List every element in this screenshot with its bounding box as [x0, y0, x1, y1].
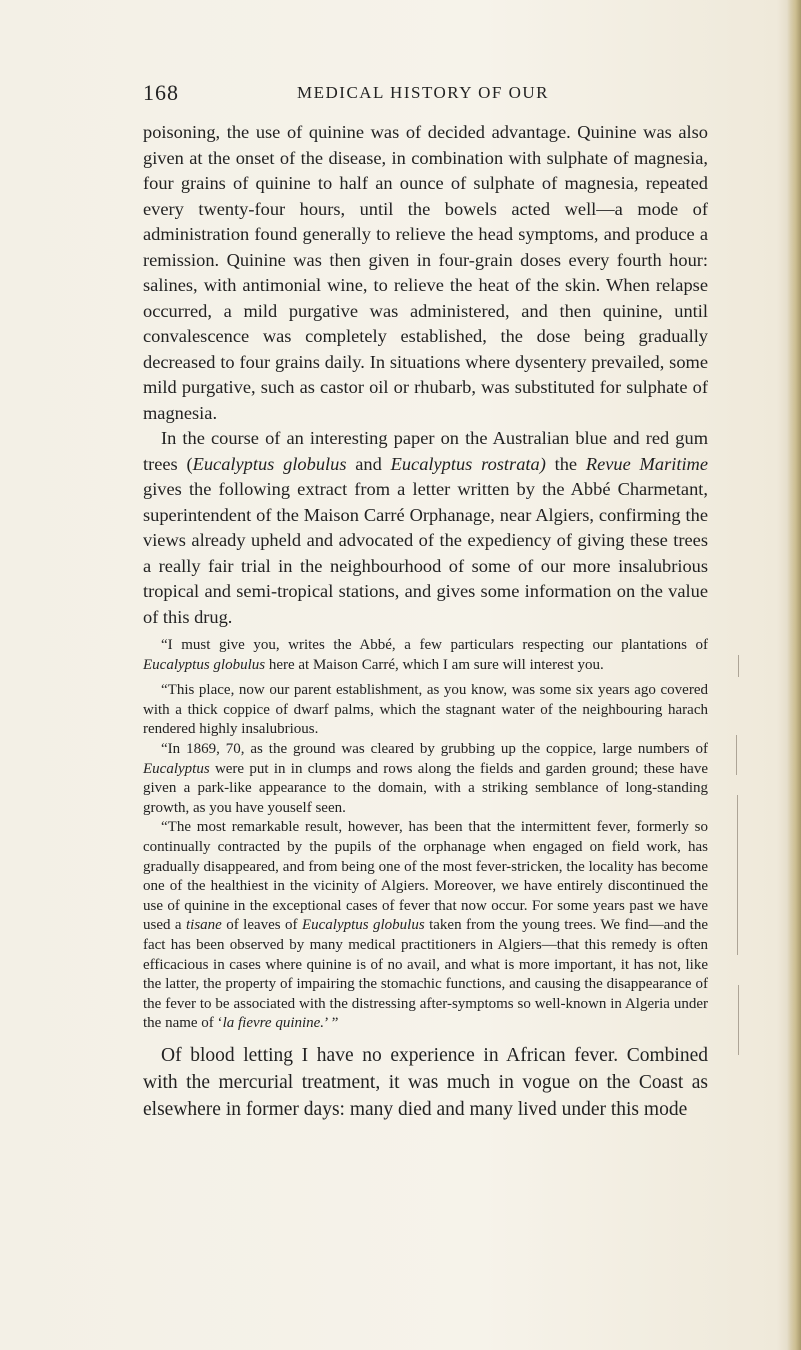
- text-run: “In 1869, 70, as the ground was cleared by grubbing up the coppice, large numbers of: [161, 740, 708, 757]
- quote-paragraph-4: [143, 818, 708, 1034]
- page-edge-shadow: [787, 0, 801, 1350]
- italic-term: Eucalyptus globulus: [143, 656, 266, 673]
- text-run: In the course of an interesting paper on the Australian blue and red gum trees (: [143, 428, 708, 474]
- paragraph-quinine-treatment: [143, 120, 708, 426]
- italic-term: Eucalyptus rostrata): [390, 453, 546, 474]
- quote-paragraph-2: [143, 681, 708, 740]
- italic-term: Eucalyptus: [143, 760, 210, 777]
- italic-term: Eucalyptus globulus: [301, 917, 425, 934]
- paragraph-text: poisoning, the use of quinine was of decided advantage. Quinine was also given at the onset of the disease, in combination with sulphate of magnesia, four grains of quinine to half an ounce of sulphate of magnesia, repeated every twenty-four hours, until the bowels acted well—a mode of administration found generally to relieve the head symptoms, and produce a remission. Quinine was then given in four-grain doses every fourth hour: salines, with antimonial wine, to relieve the heat of the skin. When relapse occurred, a mild purgative was administered, and then quinine, until convalescence was completely established, the dose being gradually decreased to four grains daily. In situations where dysentery prevailed, some mild purgative, such as castor oil or rhubarb, was substituted for sulphate of magnesia.: [143, 122, 708, 423]
- text-run: were put in in clumps and rows along the fields and garden ground; these have given a park-like appearance to the domain, with a striking semblance of long-standing growth, as you have youself seen.: [143, 760, 708, 816]
- quote-paragraph-3: [143, 740, 708, 818]
- text-run: and: [346, 453, 391, 474]
- running-title: MEDICAL HISTORY OF OUR: [297, 83, 549, 102]
- text-run: here at Maison Carré, which I am sure will interest you.: [265, 656, 604, 673]
- text-run: ’ ”: [324, 1015, 339, 1032]
- quote-paragraph-1: [143, 636, 708, 675]
- italic-term: tisane: [185, 917, 222, 934]
- margin-pencil-mark: [737, 795, 738, 955]
- text-run: “This place, now our parent establishment, as you know, was some six years ago covered with a thick coppice of dwarf palms, which the stagnant water of the neighbouring harach rendered highly insalubrious.: [143, 682, 708, 738]
- text-run: “I must give you, writes the Abbé, a few particulars respecting our plantations of: [161, 637, 708, 653]
- body-text: [143, 120, 708, 1123]
- text-run: taken from the young trees. We find—and the fact has been observed by many medical practitioners in Algiers—that this remedy is often efficacious in cases where quinine is of no avail, and what is more important, it has not, like the latter, the property of impairing the stomachic functions, and causing the disappearance of the fever to be associated with the distressing after-symptoms so well-known in Algeria under the name of ‘: [143, 917, 708, 1032]
- paragraph-eucalyptus-intro: [143, 426, 708, 630]
- italic-journal-title: Revue Maritime: [585, 453, 708, 474]
- margin-pencil-mark: [738, 985, 739, 1055]
- page-number: 168: [143, 80, 179, 105]
- italic-term: la fievre quinine.: [222, 1015, 325, 1032]
- paragraph-blood-letting: [143, 1042, 708, 1123]
- text-run: “The most remarkable result, however, has been that the intermittent fever, formerly so continually contracted by the pupils of the orphanage when engaged on field work, has gradually disappeared, and from being one of the most fever-stricken, the locality has become one of the healthiest in the vicinity of Algiers. Moreover, we have entirely discontinued the use of quinine in the exceptional cases of fever that now occur. For some years past we have used a: [143, 819, 708, 934]
- text-run: gives the following extract from a letter written by the Abbé Charmetant, superintendent of the Maison Carré Orphanage, near Algiers, confirming the views already upheld and advocated of the expediency of giving these trees a really fair trial in the neighbourhood of some of our more insalubrious tropical and semi-tropical stations, and gives some information on the value of this drug.: [143, 479, 708, 627]
- text-run: of leaves of: [221, 917, 302, 934]
- italic-term: Eucalyptus globulus: [192, 453, 347, 474]
- paragraph-text: Of blood letting I have no experience in African fever. Combined with the mercurial treatment, it was much in vogue on the Coast as elsewhere in former days: many died and many lived under this mode: [143, 1044, 708, 1120]
- margin-pencil-mark: [736, 735, 737, 775]
- page-header: [143, 80, 703, 106]
- text-run: the: [545, 453, 586, 474]
- margin-pencil-mark: [738, 655, 739, 677]
